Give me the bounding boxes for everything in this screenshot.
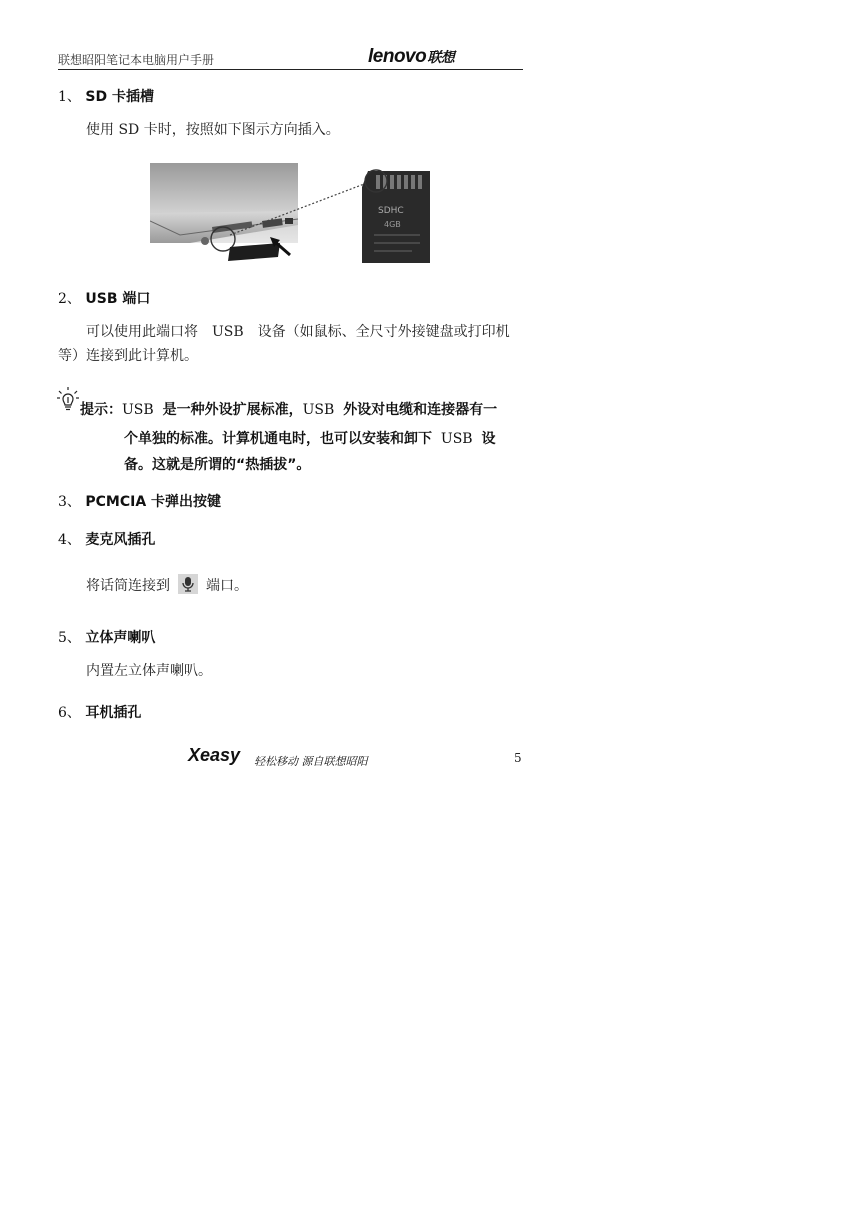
section-num: 3、 <box>58 494 81 510</box>
section-2-body-line1: 可以使用此端口将 USB 设备（如鼠标、全尺寸外接键盘或打印机 <box>86 324 510 340</box>
tip-text-5: 备。这就是所谓的“热插拔”。 <box>124 457 311 473</box>
sd-card-label: SDHC <box>378 206 404 216</box>
tip-text-4: 设 <box>481 431 496 447</box>
section-6-heading <box>58 702 141 722</box>
section-num: 1、 <box>58 89 81 105</box>
tip-text-2: 外设对电缆和连接器有一 <box>343 402 498 418</box>
tip-line-3 <box>124 451 310 479</box>
microphone-icon <box>178 574 198 594</box>
section-1-body: 使用 SD 卡时，按照如下图示方向插入。 <box>86 122 340 138</box>
section-title: SD 卡插槽 <box>85 89 154 105</box>
tip-line-2 <box>124 425 496 453</box>
section-5-heading <box>58 627 155 647</box>
tip-usb-3: USB <box>440 431 473 447</box>
section-4-body <box>86 574 248 599</box>
section-title: 立体声喇叭 <box>85 630 156 646</box>
section-num: 4、 <box>58 532 81 548</box>
footer-slogan: 轻松移动 源自联想昭阳 <box>254 755 368 768</box>
section-title: 麦克风插孔 <box>85 532 156 548</box>
section-title: PCMCIA 卡弹出按键 <box>85 494 222 510</box>
sd-card-inserting <box>228 243 280 261</box>
logo-cn: 联想 <box>427 49 455 65</box>
header-title: 联想昭阳笔记本电脑用户手册 <box>58 53 215 67</box>
section-title: 耳机插孔 <box>85 705 142 721</box>
section-num: 6、 <box>58 705 81 721</box>
section-num: 2、 <box>58 291 81 307</box>
tip-label: 提示： <box>80 402 122 418</box>
tip-text-1: 是一种外设扩展标准， <box>162 402 303 418</box>
logo-text: lenovo <box>368 46 427 67</box>
section-title: USB 端口 <box>85 291 151 307</box>
section-2-body-line2: 等）连接到此计算机。 <box>58 348 198 364</box>
mic-text-after: 端口。 <box>206 578 248 594</box>
lenovo-logo <box>368 46 454 68</box>
sd-card-capacity: 4GB <box>384 220 401 229</box>
tip-text-3: 个单独的标准。计算机通电时，也可以安装和卸下 <box>124 431 432 447</box>
header-rule <box>58 69 523 70</box>
section-1-heading <box>58 86 154 106</box>
tip-usb-1: USB <box>122 402 154 418</box>
sd-insert-figure <box>150 163 435 265</box>
section-num: 5、 <box>58 630 81 646</box>
section-5-body: 内置左立体声喇叭。 <box>86 663 212 679</box>
tip-usb-2: USB <box>302 402 335 418</box>
section-2-heading <box>58 288 150 308</box>
section-4-heading <box>58 529 155 549</box>
lightbulb-icon <box>56 386 80 412</box>
footer-brand: Xeasy <box>188 745 241 765</box>
page-number: 5 <box>514 751 522 765</box>
sd-insert-illustration <box>150 163 435 265</box>
tip-line-1 <box>80 396 497 424</box>
mic-text-before: 将话筒连接到 <box>86 578 170 594</box>
section-3-heading <box>58 491 221 511</box>
